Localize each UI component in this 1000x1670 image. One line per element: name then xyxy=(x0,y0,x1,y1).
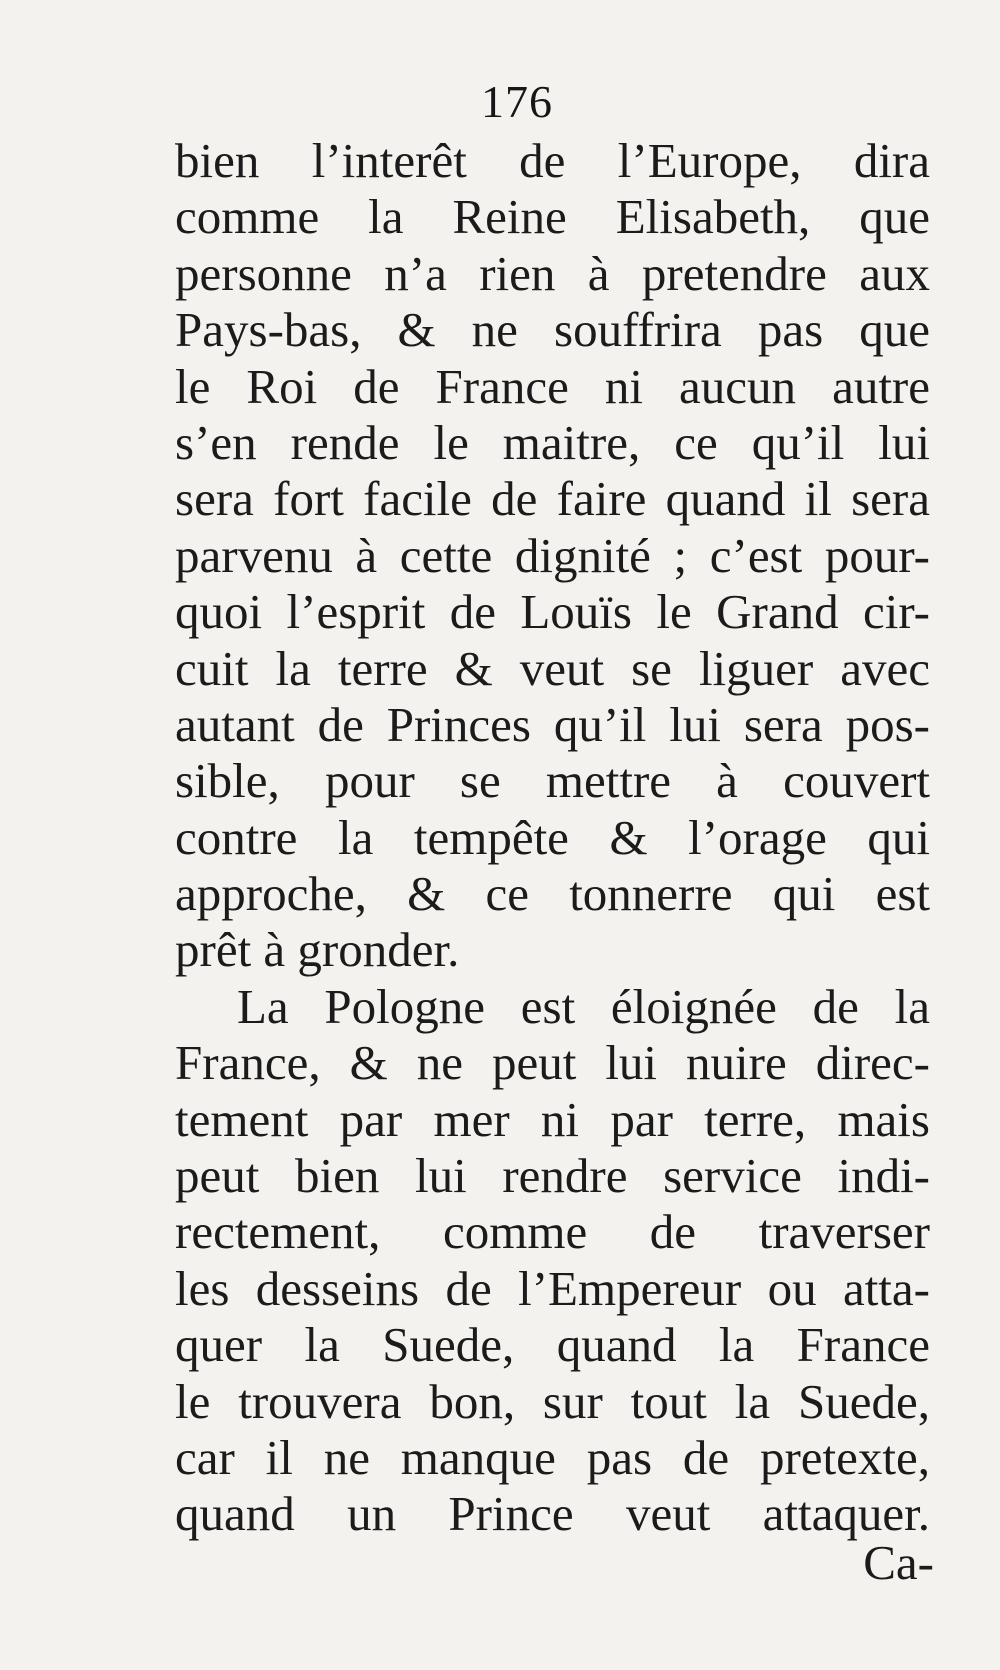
text-line: bien l’interêt de l’Europe, dira xyxy=(175,133,930,188)
text-line: peut bien lui rendre service indi- xyxy=(175,1148,930,1204)
text-line: Pays-bas, & ne souffrira pas que xyxy=(175,302,930,358)
page-number: 176 xyxy=(481,76,553,127)
text-line-paragraph-end: prêt à gronder. xyxy=(175,922,460,978)
text-line: sera fort facile de faire quand il sera xyxy=(175,471,930,527)
text-line: car il ne manque pas de pretexte, xyxy=(175,1429,930,1485)
text-line: contre la tempête & l’orage qui xyxy=(175,809,930,865)
text-line-paragraph-start: La Pologne est éloignée de la xyxy=(237,978,930,1034)
text-line: quand un Prince veut attaquer. xyxy=(175,1486,930,1542)
text-line: sible, pour se mettre à couvert xyxy=(175,753,930,809)
text-line: France, & ne peut lui nuire direc- xyxy=(175,1035,930,1091)
text-line: quer la Suede, quand la France xyxy=(175,1317,930,1373)
text-line: le Roi de France ni aucun autre xyxy=(175,358,930,414)
text-line: cuit la terre & veut se liguer avec xyxy=(175,640,930,696)
body-text xyxy=(175,133,930,1543)
text-line: personne n’a rien à pretendre aux xyxy=(175,245,930,301)
catchword: Ca- xyxy=(863,1535,934,1590)
text-line: tement par mer ni par terre, mais xyxy=(175,1091,930,1147)
text-line: comme la Reine Elisabeth, que xyxy=(175,189,930,245)
text-line: autant de Princes qu’il lui sera pos- xyxy=(175,696,930,752)
text-line: les desseins de l’Empereur ou atta- xyxy=(175,1260,930,1316)
text-line: s’en rende le maitre, ce qu’il lui xyxy=(175,414,930,470)
text-line: parvenu à cette dignité ; c’est pour- xyxy=(175,527,930,583)
text-line: rectement, comme de traverser xyxy=(175,1204,930,1260)
text-line: quoi l’esprit de Louïs le Grand cir- xyxy=(175,584,930,640)
text-line: approche, & ce tonnerre qui est xyxy=(175,866,930,922)
text-line: le trouvera bon, sur tout la Suede, xyxy=(175,1373,930,1429)
